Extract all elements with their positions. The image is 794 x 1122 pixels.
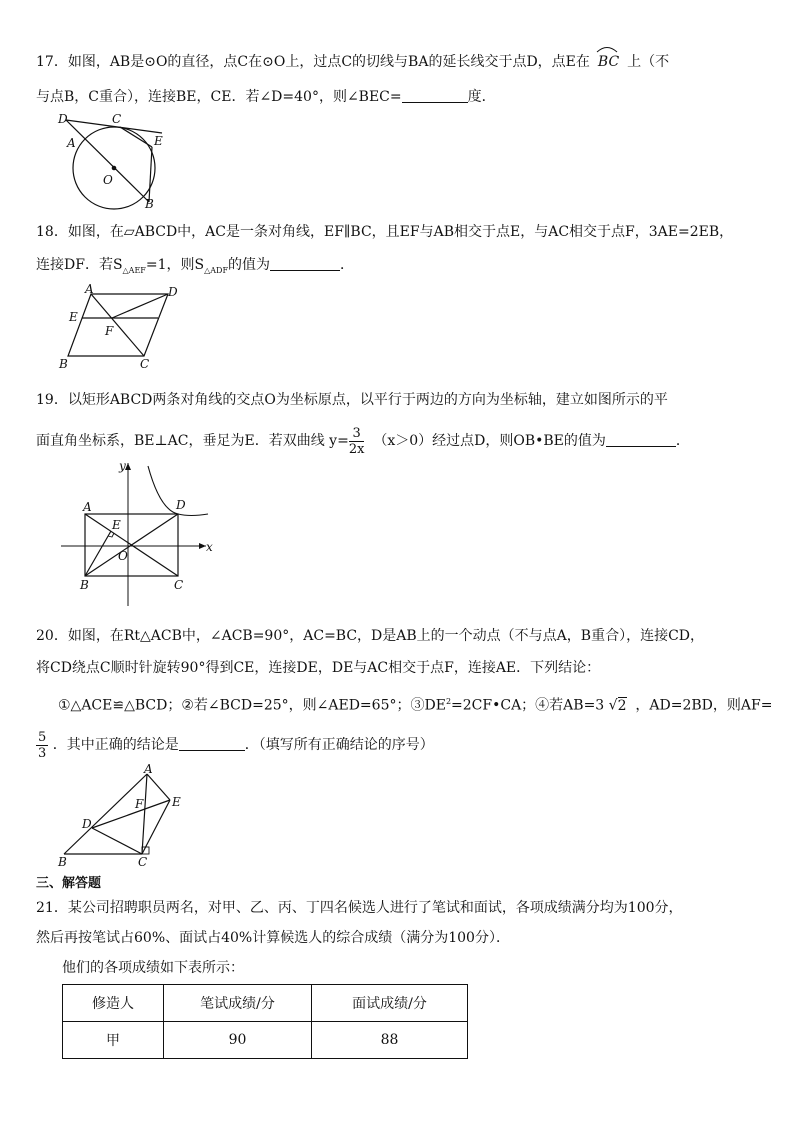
q19-figure <box>56 458 226 613</box>
q19-label-b: B <box>80 578 89 592</box>
q17-label-d: D <box>58 112 68 126</box>
q17-label-b: B <box>145 197 154 210</box>
q18-text-b: =1，则S <box>145 257 205 273</box>
q20-frac-num: 5 <box>38 729 47 745</box>
q19-answer-blank <box>606 430 676 447</box>
q20-text-4b: ．（填写所有正确结论的序号） <box>244 737 434 753</box>
q17-figure <box>56 110 176 210</box>
q18-line2 <box>36 254 762 281</box>
q18-label-a: A <box>85 284 94 296</box>
q20-sup: 2 <box>445 697 452 706</box>
q21-line3 <box>62 958 788 978</box>
q18-line1 <box>36 222 762 242</box>
q20-text-2: 将CD绕点C顺时针旋转90°得到CE，连接DE，DE与AC相交于点F，连接AE．下列结论： <box>36 660 601 676</box>
q18-label-c: C <box>140 357 150 371</box>
q20-text-3b: =2CF•CA；④若AB=3 <box>451 697 605 714</box>
q18-figure <box>56 284 186 374</box>
q17-label-c: C <box>112 112 122 126</box>
q17-line1 <box>36 52 762 72</box>
q20-line1 <box>36 626 762 646</box>
q20-line3 <box>58 692 784 716</box>
q19-label-d: D <box>176 498 186 512</box>
q18-text-c: 的值为 <box>228 257 270 273</box>
q18-sub-aef: △AEF <box>122 265 146 275</box>
section-heading: 三、解答题 <box>36 876 102 891</box>
q18-text-1: 18．如图，在▱ABCD中，AC是一条对角线，EF∥BC，且EF与AB相交于点E，与AC相交于点F，3AE=2EB， <box>36 224 734 240</box>
q20-text-1: 20．如图，在Rt△ACB中，∠ACB=90°，AC=BC，D是AB上的一个动点（不与点A，B重合），连接CD， <box>36 628 705 644</box>
q19-label-y: y <box>119 459 126 473</box>
q21-text-2: 然后再按笔试占60%、面试占40%计算候选人的综合成绩（满分为100分）． <box>36 930 510 946</box>
table-cell: 90 <box>164 1022 312 1059</box>
q21-text-1: 21．某公司招聘职员两名，对甲、乙、丙、丁四名候选人进行了笔试和面试，各项成绩满分均为100分， <box>36 900 683 916</box>
table-header-cell: 修造人 <box>63 985 164 1022</box>
table-header-cell: 笔试成绩/分 <box>164 985 312 1022</box>
table-header-cell: 面试成绩/分 <box>312 985 468 1022</box>
q19-label-x: x <box>206 540 213 554</box>
table-row <box>63 1022 468 1059</box>
table-cell: 88 <box>312 1022 468 1059</box>
q20-text-4a: ．其中正确的结论是 <box>52 737 179 753</box>
q18-label-f: F <box>105 324 114 338</box>
q19-label-a: A <box>83 500 92 514</box>
q19-label-e: E <box>112 518 121 532</box>
q17-text-2: 与点B，C重合），连接BE，CE．若∠D=40°，则∠BEC= <box>36 89 402 105</box>
q19-fraction <box>349 426 365 457</box>
q21-text-3: 他们的各项成绩如下表所示： <box>62 960 244 976</box>
q18-text-a: 连接DF．若S <box>36 257 123 273</box>
q20-line2 <box>36 658 762 678</box>
q17-text-a: 17．如图，AB是⊙O的直径，点C在⊙O上，过点C的切线与BA的延长线交于点D，点E在 <box>36 54 590 70</box>
q17-line2 <box>36 86 762 107</box>
q19-label-o: O <box>118 549 128 563</box>
q17-label-o: O <box>103 173 113 187</box>
q19-frac-num: 3 <box>349 426 365 442</box>
q17-text-b: 上（不 <box>627 54 670 70</box>
q20-label-c: C <box>138 855 148 868</box>
q20-sqrt-val: 2 <box>617 697 627 714</box>
q19-line2 <box>36 424 762 458</box>
q20-figure <box>52 762 192 868</box>
q18-sub-adf: △ADF <box>204 265 228 275</box>
q20-label-b: B <box>58 855 67 868</box>
q20-label-d: D <box>82 817 92 831</box>
q17-label-a: A <box>67 136 76 150</box>
sqrt-icon: √ <box>608 697 618 714</box>
q19-label-c: C <box>174 578 184 592</box>
q19-text-b: （x＞0）经过点D，则OB•BE的值为 <box>373 433 606 449</box>
q20-fraction <box>36 730 48 761</box>
q20-text-3c: ，AD=2BD，则AF= <box>635 697 773 714</box>
q17-arc-label: BC <box>598 52 619 72</box>
table-cell: 甲 <box>63 1022 164 1059</box>
q17-answer-blank <box>402 86 468 103</box>
score-table <box>62 984 468 1059</box>
q20-line4 <box>36 728 762 762</box>
q20-label-e: E <box>172 795 181 809</box>
q19-text-1: 19．以矩形ABCD两条对角线的交点O为坐标原点，以平行于两边的方向为坐标轴，建立如图所示的平 <box>36 392 668 408</box>
q20-text-3a: ①△ACE≌△BCD；②若∠BCD=25°，则∠AED=65°；③DE <box>58 697 446 714</box>
q21-line2 <box>36 928 762 948</box>
q18-text-end: ． <box>340 257 354 273</box>
q17-label-e: E <box>154 134 163 148</box>
q17-text-end: 度． <box>467 89 496 105</box>
q19-text-a: 面直角坐标系，BE⊥AC，垂足为E．若双曲线 y= <box>36 433 349 449</box>
q18-label-b: B <box>59 357 68 371</box>
q21-line1 <box>36 898 762 918</box>
arc-mark-icon <box>596 45 618 53</box>
q19-frac-den: 2x <box>348 441 365 457</box>
q20-answer-blank <box>179 734 245 751</box>
q19-text-end: ． <box>675 433 690 449</box>
q18-answer-blank <box>270 254 340 271</box>
q19-line1 <box>36 390 762 410</box>
q20-label-a: A <box>144 762 153 776</box>
q18-label-e: E <box>69 310 78 324</box>
q18-label-d: D <box>168 285 178 299</box>
table-header-row <box>63 985 468 1022</box>
q20-label-f: F <box>135 797 144 811</box>
q20-frac-den: 3 <box>38 745 47 761</box>
